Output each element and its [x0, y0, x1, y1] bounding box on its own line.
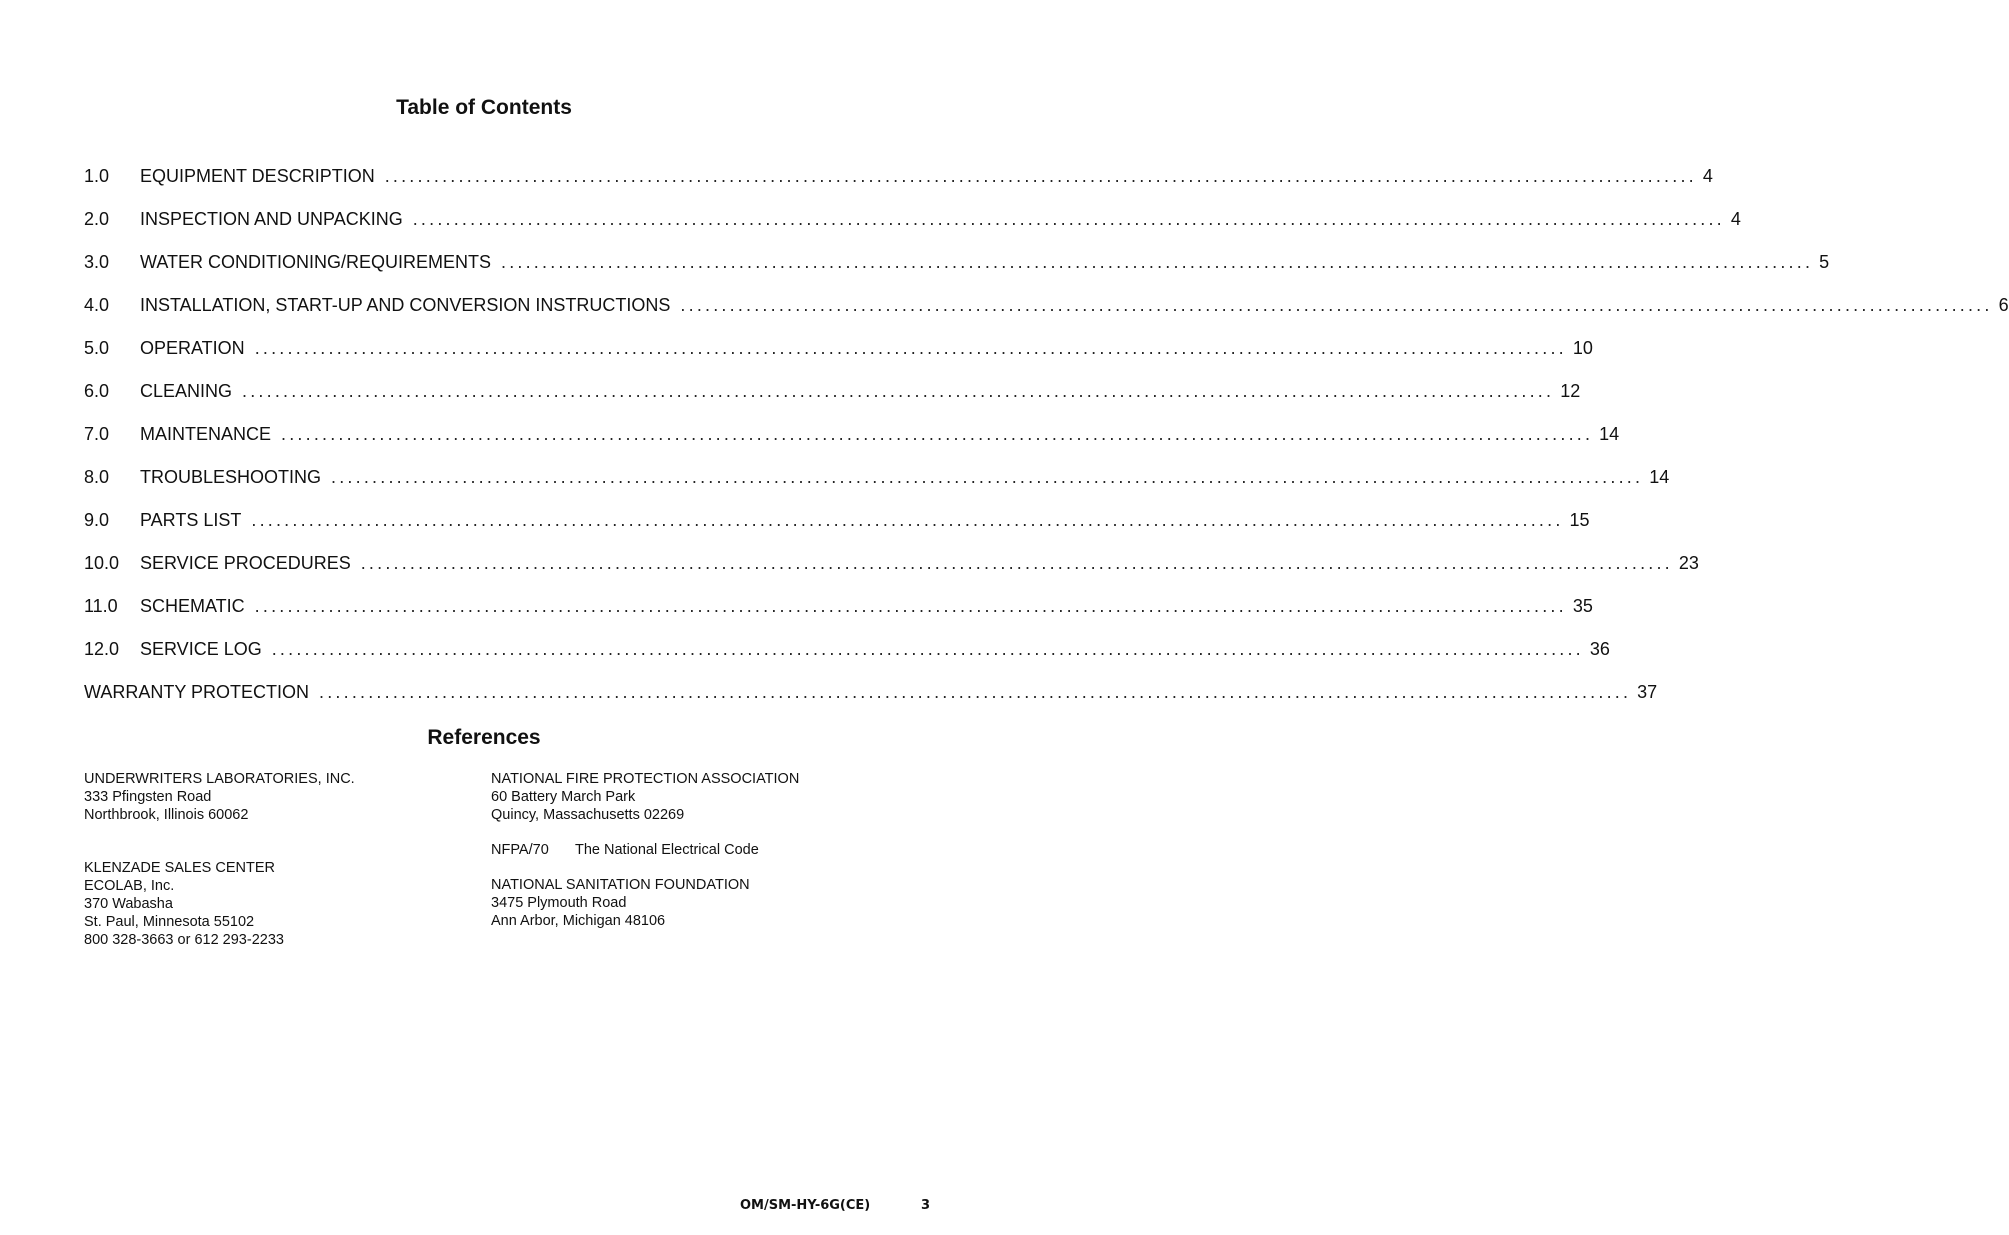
- toc-entry-label: CLEANING: [140, 381, 233, 401]
- toc-entry-number: 1.0: [84, 166, 110, 186]
- nfpa-code-title: The National Electrical Code: [575, 842, 759, 858]
- reference-street: 3475 Plymouth Road: [491, 895, 627, 911]
- toc-entry-number: 10.0: [84, 553, 120, 573]
- toc-entry-number: 3.0: [84, 252, 110, 272]
- toc-entry[interactable]: [84, 553, 1699, 596]
- toc-entry[interactable]: [84, 295, 2009, 338]
- reference-klenzade: [84, 859, 464, 949]
- references-title: References: [427, 726, 541, 749]
- toc-entry-label: INSPECTION AND UNPACKING: [140, 209, 403, 229]
- toc-entry[interactable]: [84, 209, 1741, 252]
- reference-name: NATIONAL SANITATION FOUNDATION: [491, 877, 750, 893]
- toc-entry-label: OPERATION: [140, 338, 245, 358]
- toc-entry-label: SERVICE LOG: [140, 639, 262, 659]
- page-footer: [740, 1198, 930, 1213]
- toc-entry-number: 6.0: [84, 381, 110, 401]
- toc-entry-number: 12.0: [84, 639, 120, 659]
- toc-entry-number: 9.0: [84, 510, 110, 530]
- toc-entry-page: 35: [1572, 596, 1593, 616]
- toc-entry-warranty[interactable]: [84, 682, 1658, 725]
- toc-entry-number: 8.0: [84, 467, 110, 487]
- toc-entry-label: EQUIPMENT DESCRIPTION: [140, 166, 375, 186]
- toc-entry-number: 4.0: [84, 295, 110, 315]
- toc-entry-number: 7.0: [84, 424, 110, 444]
- toc-entry-label: SERVICE PROCEDURES: [140, 553, 351, 573]
- reference-nfpa: [491, 770, 911, 824]
- toc-entry[interactable]: [84, 252, 1830, 295]
- toc-entry[interactable]: [84, 338, 1593, 381]
- reference-nsf: [491, 876, 911, 930]
- toc-entry-label: WATER CONDITIONING/REQUIREMENTS: [140, 252, 491, 272]
- page-number: 3: [920, 1198, 930, 1213]
- reference-company: ECOLAB, Inc.: [84, 878, 175, 894]
- toc-entry-number: 2.0: [84, 209, 110, 229]
- toc-entry-page: 37: [1637, 682, 1658, 702]
- references-right-column: [491, 770, 911, 930]
- toc-entry[interactable]: [84, 467, 1670, 510]
- dot-leader: ................................................................................................................................................................: [412, 209, 1725, 229]
- dot-leader: ................................................................................................................................................................: [360, 553, 1673, 573]
- reference-city: Northbrook, Illinois 60062: [84, 807, 249, 823]
- toc-entry-page: 36: [1589, 639, 1610, 659]
- reference-city: St. Paul, Minnesota 55102: [84, 914, 255, 930]
- references-left-column: [84, 770, 464, 949]
- toc-entry-page: 14: [1599, 424, 1620, 444]
- toc-entry-number: 5.0: [84, 338, 110, 358]
- toc-entry[interactable]: [84, 596, 1593, 639]
- reference-nfpa-code: [491, 841, 911, 859]
- dot-leader: ................................................................................................................................................................: [680, 295, 1993, 315]
- toc-entry[interactable]: [84, 639, 1610, 682]
- reference-street: 333 Pfingsten Road: [84, 789, 212, 805]
- toc-entry-page: 12: [1560, 381, 1581, 401]
- toc-entry-page: 15: [1569, 510, 1590, 530]
- toc-title: Table of Contents: [396, 96, 572, 119]
- document-code: OM/SM-HY-6G(CE): [740, 1198, 871, 1213]
- dot-leader: ................................................................................................................................................................: [331, 467, 1644, 487]
- reference-name: UNDERWRITERS LABORATORIES, INC.: [84, 771, 355, 787]
- toc-entry-number: 11.0: [84, 596, 118, 616]
- toc-entry[interactable]: [84, 166, 1713, 209]
- toc-entry[interactable]: [84, 424, 1620, 467]
- toc-entry[interactable]: [84, 510, 1590, 553]
- reference-city: Quincy, Massachusetts 02269: [491, 807, 685, 823]
- toc-entry-page: 5: [1819, 252, 1830, 272]
- reference-phone: 800 328-3663 or 612 293-2233: [84, 932, 284, 948]
- toc-entry-label: PARTS LIST: [140, 510, 242, 530]
- reference-city: Ann Arbor, Michigan 48106: [491, 913, 666, 929]
- reference-ul: [84, 770, 464, 824]
- toc-entry-label: INSTALLATION, START-UP AND CONVERSION INSTRUCTIONS: [140, 295, 671, 315]
- dot-leader: ................................................................................................................................................................: [254, 338, 1567, 358]
- nfpa-code: NFPA/70: [491, 842, 549, 858]
- toc-entry-label: TROUBLESHOOTING: [140, 467, 322, 487]
- reference-name: KLENZADE SALES CENTER: [84, 860, 275, 876]
- toc-entry-label: MAINTENANCE: [140, 424, 272, 444]
- dot-leader: ................................................................................................................................................................: [384, 166, 1697, 186]
- toc-entry-page: 4: [1730, 209, 1741, 229]
- toc-entry-page: 23: [1678, 553, 1699, 573]
- dot-leader: ................................................................................................................................................................: [242, 381, 1555, 401]
- toc-entry-page: 14: [1649, 467, 1670, 487]
- reference-street: 60 Battery March Park: [491, 789, 636, 805]
- dot-leader: ................................................................................................................................................................: [254, 596, 1567, 616]
- toc-list: [84, 166, 2009, 725]
- toc-entry[interactable]: [84, 381, 1581, 424]
- dot-leader: ................................................................................................................................................................: [251, 510, 1564, 530]
- toc-entry-page: 4: [1702, 166, 1713, 186]
- toc-entry-label: SCHEMATIC: [140, 596, 245, 616]
- reference-street: 370 Wabasha: [84, 896, 173, 912]
- dot-leader: ................................................................................................................................................................: [281, 424, 1594, 444]
- dot-leader: ................................................................................................................................................................: [501, 252, 1814, 272]
- reference-name: NATIONAL FIRE PROTECTION ASSOCIATION: [491, 771, 800, 787]
- dot-leader: ................................................................................................................................................................: [271, 639, 1584, 659]
- toc-entry-page: 6: [1998, 295, 2009, 315]
- toc-entry-label: WARRANTY PROTECTION: [84, 682, 310, 702]
- toc-entry-page: 10: [1572, 338, 1593, 358]
- dot-leader: ................................................................................................................................................................: [319, 682, 1632, 702]
